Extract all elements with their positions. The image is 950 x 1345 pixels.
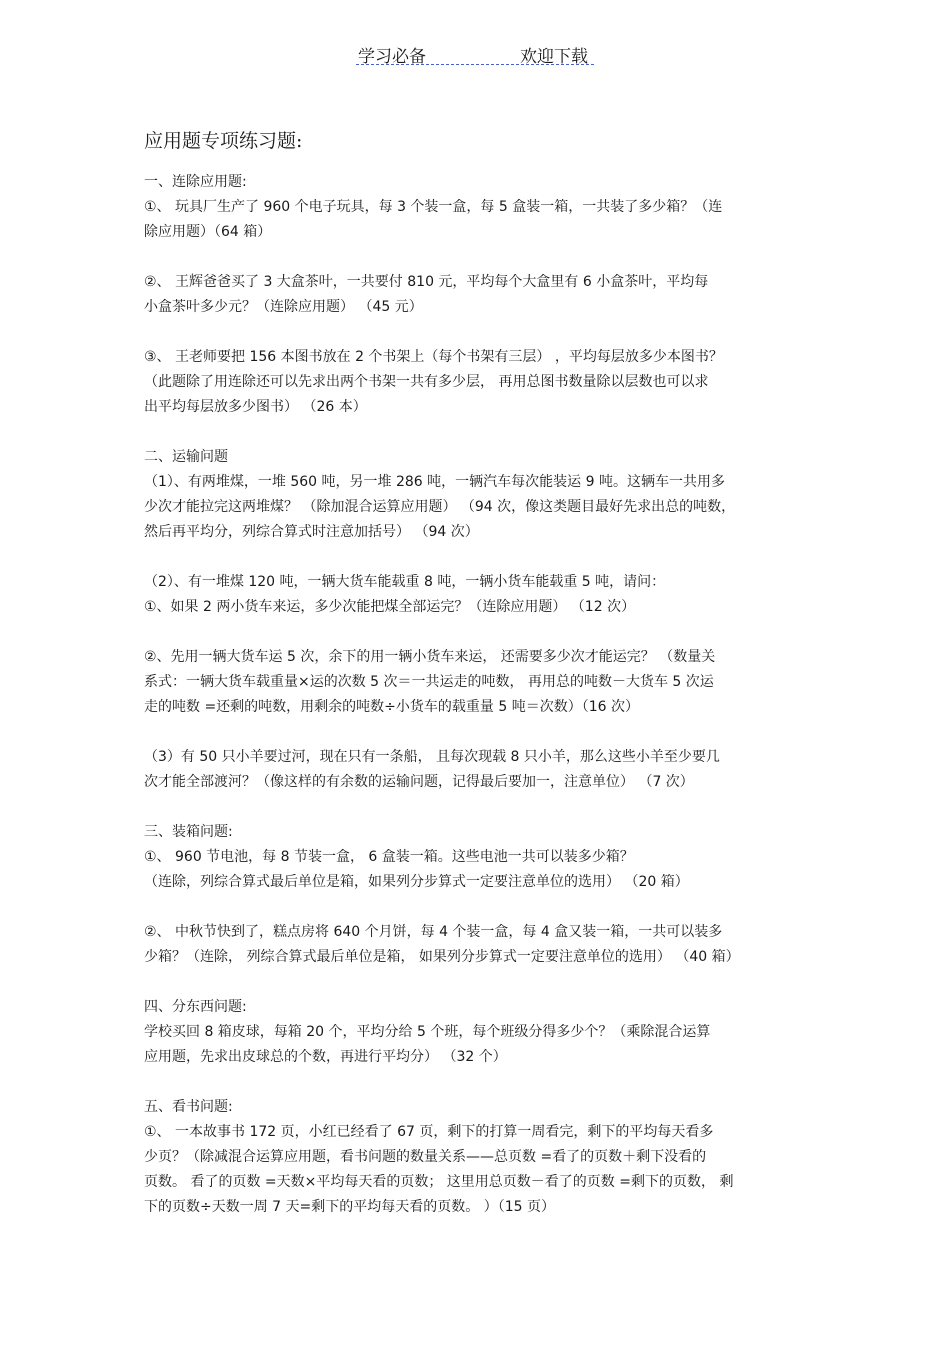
header-left-text: 学习必备: [358, 47, 426, 67]
text-line: ②、 王辉爸爸买了 3 大盒茶叶，一共要付 810 元，平均每个大盒里有 6 小盒茶叶，平均每: [144, 274, 709, 290]
header-dashed-underline: [356, 64, 594, 65]
text-line: 下的页数÷天数一周 7 天=剩下的平均每天看的页数。 ）（15 页）: [144, 1199, 555, 1215]
text-line: 五、看书问题:: [144, 1099, 233, 1115]
text-line: 少箱？（连除， 列综合算式最后单位是箱， 如果列分步算式一定要注意单位的选用） （40 箱）: [144, 949, 740, 965]
blank-line: [144, 970, 814, 995]
text-line: ①、如果 2 两小货车来运，多少次能把煤全部运完？（连除应用题） （12 次）: [144, 599, 636, 615]
text-line: ②、先用一辆大货车运 5 次，余下的用一辆小货车来运， 还需要多少次才能运完？ （数量关: [144, 649, 716, 665]
text-line: 走的吨数 =还剩的吨数，用剩余的吨数÷小货车的载重量 5 吨＝次数）（16 次）: [144, 699, 639, 715]
text-line: 出平均每层放多少图书） （26 本）: [144, 399, 367, 415]
text-line: 页数。 看了的页数 =天数×平均每天看的页数； 这里用总页数－看了的页数 =剩下的页数， 剩: [144, 1174, 734, 1190]
text-line: 然后再平均分，列综合算式时注意加括号） （94 次）: [144, 524, 479, 540]
text-line: （3）有 50 只小羊要过河，现在只有一条船， 且每次现载 8 只小羊，那么这些小羊至少要几: [144, 749, 720, 765]
blank-line: [144, 895, 814, 920]
text-line: 小盒茶叶多少元？（连除应用题） （45 元）: [144, 299, 423, 315]
document-title: 应用题专项练习题:: [144, 130, 303, 152]
blank-line: [144, 245, 814, 270]
blank-line: [144, 620, 814, 645]
blank-line: [144, 720, 814, 745]
document-body: [144, 128, 814, 1220]
text-line: 少页？（除减混合运算应用题，看书问题的数量关系——总页数 =看了的页数＋剩下没看的: [144, 1149, 707, 1165]
problem-lines: [144, 170, 814, 1220]
text-line: 应用题，先求出皮球总的个数，再进行平均分） （32 个）: [144, 1049, 507, 1065]
text-line: （此题除了用连除还可以先求出两个书架一共有多少层， 再用总图书数量除以层数也可以求: [144, 374, 709, 390]
page-header: [356, 42, 594, 67]
blank-line: [144, 420, 814, 445]
text-line: （1）、有两堆煤，一堆 560 吨，另一堆 286 吨，一辆汽车每次能装运 9 吨。这辆车一共用多: [144, 474, 725, 490]
text-line: 学校买回 8 箱皮球，每箱 20 个，平均分给 5 个班，每个班级分得多少个？（乘除混合运算: [144, 1024, 711, 1040]
text-line: ①、 960 节电池，每 8 节装一盒， 6 盒装一箱。这些电池一共可以装多少箱？: [144, 849, 634, 865]
text-line: （连除，列综合算式最后单位是箱，如果列分步算式一定要注意单位的选用） （20 箱）: [144, 874, 689, 890]
text-line: ①、 玩具厂生产了 960 个电子玩具，每 3 个装一盒，每 5 盒装一箱，一共装了多少箱？（连: [144, 199, 723, 215]
text-line: ①、 一本故事书 172 页，小红已经看了 67 页，剩下的打算一周看完，剩下的平均每天看多: [144, 1124, 714, 1140]
header-right-text: 欢迎下载: [520, 47, 588, 67]
text-line: 次才能全部渡河？（像这样的有余数的运输问题，记得最后要加一，注意单位） （7 次）: [144, 774, 694, 790]
blank-line: [144, 1070, 814, 1095]
text-line: 少次才能拉完这两堆煤？ （除加混合运算应用题） （94 次，像这类题目最好先求出总的吨数，: [144, 499, 736, 515]
text-line: ②、 中秋节快到了，糕点房将 640 个月饼，每 4 个装一盒，每 4 盒又装一箱，一共可以装多: [144, 924, 723, 940]
text-line: 二、运输问题: [144, 449, 228, 465]
text-line: 三、装箱问题:: [144, 824, 233, 840]
text-line: （2）、有一堆煤 120 吨，一辆大货车能载重 8 吨，一辆小货车能载重 5 吨，请问：: [144, 574, 666, 590]
blank-line: [144, 545, 814, 570]
text-line: 一、连除应用题:: [144, 174, 247, 190]
text-line: 四、分东西问题:: [144, 999, 247, 1015]
blank-line: [144, 795, 814, 820]
text-line: 系式：一辆大货车载重量×运的次数 5 次＝一共运走的吨数， 再用总的吨数－大货车 5 次运: [144, 674, 714, 690]
text-line: ③、 王老师要把 156 本图书放在 2 个书架上（每个书架有三层） ，平均每层放多少本图书？: [144, 349, 723, 365]
text-line: 除应用题）（64 箱）: [144, 224, 272, 240]
blank-line: [144, 320, 814, 345]
